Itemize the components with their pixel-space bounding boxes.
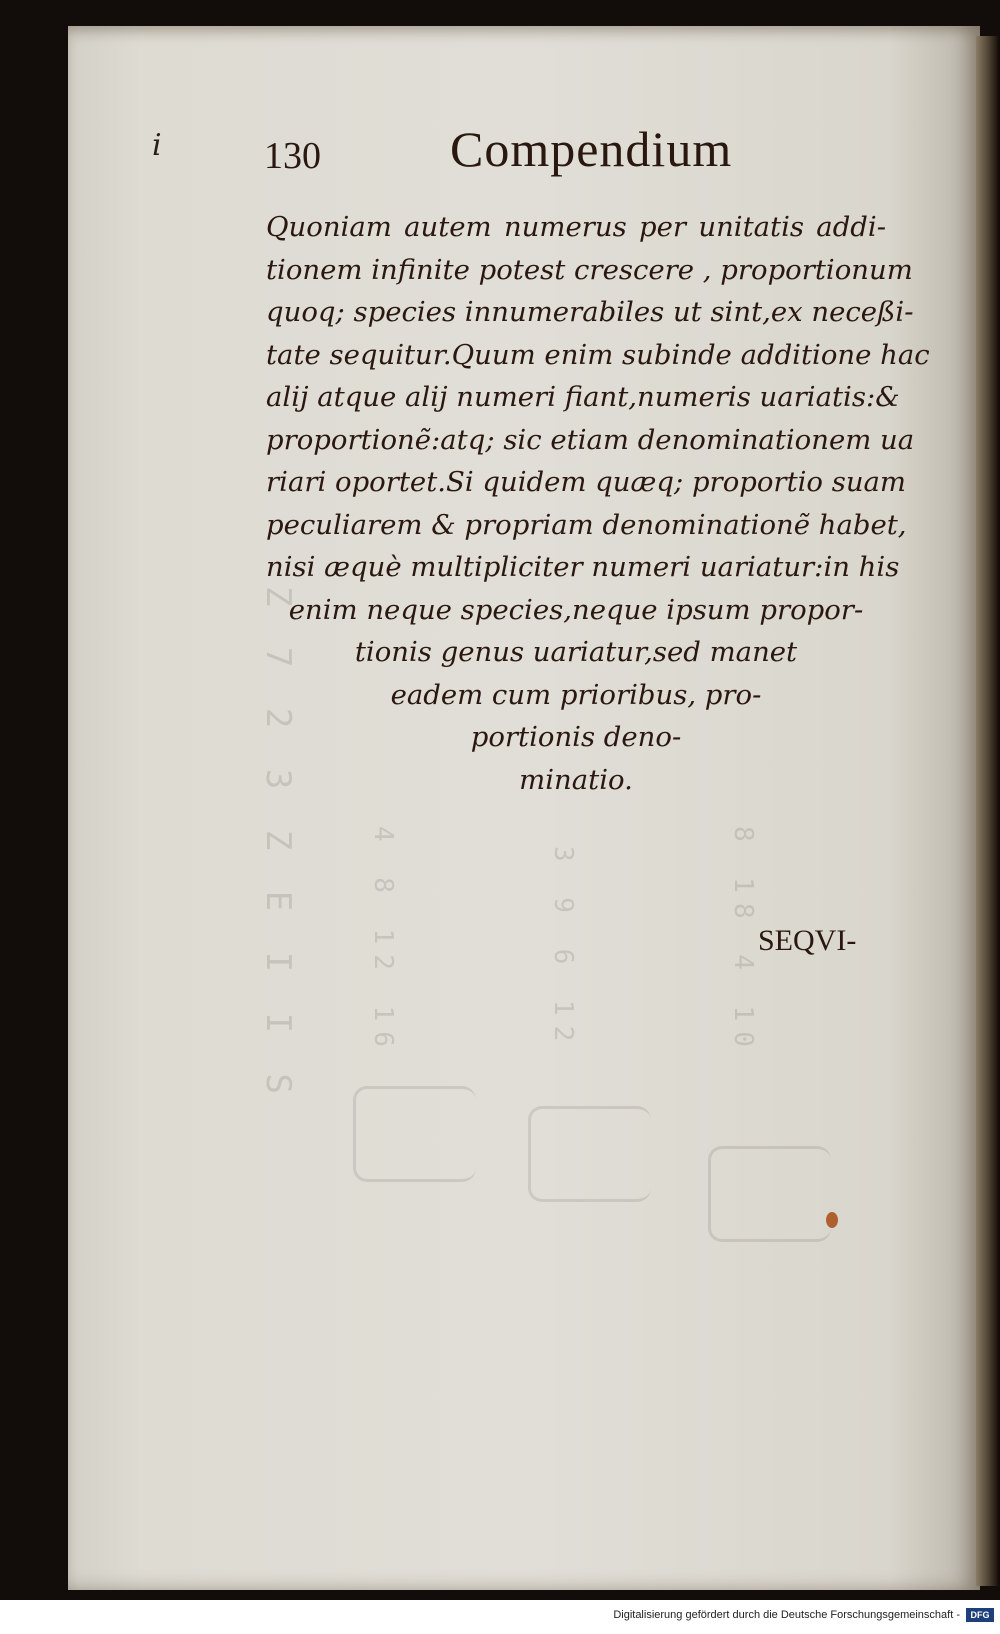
text-line: proportionẽ:atq; sic etiam denominationem ua [266,423,915,456]
show-through-brace [528,1106,651,1202]
text-line: tionis genus uariatur,sed manet [354,636,798,668]
page-edge [976,36,998,1586]
text-line: alij atque alij numeri fiant,numeris uariatis:& [266,381,900,413]
show-through-brace [708,1146,831,1242]
margin-mark: i [152,128,162,163]
text-line: peculiarem & propriam denominationẽ habet, [266,508,907,541]
body-text [266,206,930,801]
running-head: Compendium [450,121,733,177]
book-page [68,26,980,1590]
paper-stain [826,1212,838,1228]
funding-credit: Digitalisierung gefördert durch die Deutsche Forschungsgemeinschaft - [613,1609,960,1621]
text-line: enim neque species,neque ipsum propor- [288,593,864,626]
show-through-text: Z 7 2 3 Z E I I S [258,586,298,1104]
page-header [68,121,980,194]
text-line: Quoniam autem numerus per unitatis addi- [266,211,886,243]
text-line: nisi æquè multipliciter numeri uariatur:in his [266,551,900,583]
show-through-text: 8 18 4 10 [728,826,758,1057]
show-through-brace [353,1086,476,1182]
page-number: 130 [264,135,321,177]
text-line: minatio. [519,763,633,796]
show-through-text: 3 9 6 12 [548,846,578,1052]
text-line: tionem infinite potest crescere , proportionum [266,253,913,286]
text-line: eadem cum prioribus, pro- [390,678,762,711]
footer-bar [0,1600,1000,1634]
text-line: riari oportet.Si quidem quæq; proportio suam [266,466,907,498]
text-line: portionis deno- [470,721,682,753]
catchword: SEQVI- [758,924,857,957]
dfg-logo: DFG [966,1608,994,1622]
text-line: quoq; species innumerabiles ut sint,ex neceßi- [266,296,914,328]
show-through-text: 4 8 12 16 [368,826,398,1057]
text-line: tate sequitur.Quum enim subinde additione hac [266,338,930,371]
